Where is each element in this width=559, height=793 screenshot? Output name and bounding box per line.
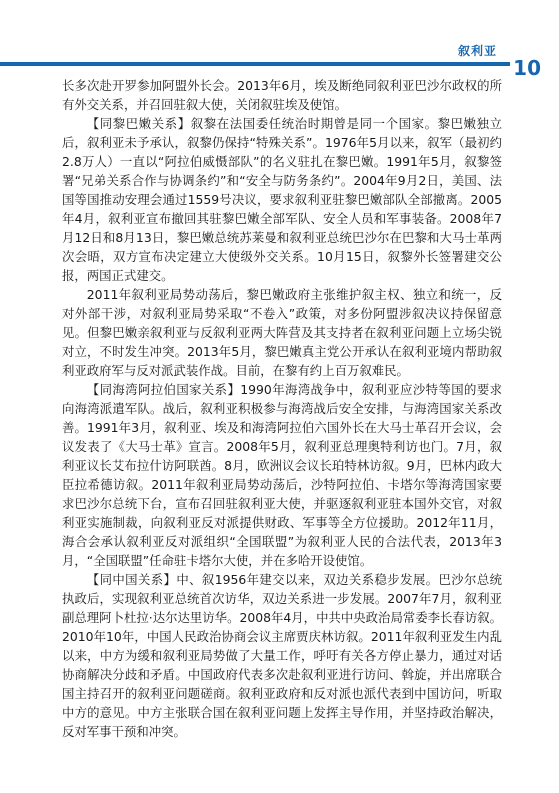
paragraph-lebanon-2011 bbox=[62, 285, 502, 380]
header-rule bbox=[0, 62, 510, 66]
paragraph-continuation bbox=[62, 76, 502, 114]
paragraph-gulf bbox=[62, 380, 502, 570]
paragraph-text: 中、叙1956年建交以来，双边关系稳步发展。巴沙尔总统执政后，实现叙利亚总统首次访华，双边关系进一步发展。2007年7月，叙利亚副总理阿卜杜拉·达尔达里访华。2008年4月，中共中央政治局常委李长春访叙。2010年10年，中国人民政治协商会议主席贾庆林访叙。2011年叙利亚发生内乱以来，中方为缓和叙利亚局势做了大量工作，呼吁有关各方停止暴力，通过对话协商解决分歧和矛盾。中国政府代表多次赴叙利亚进行访问、斡旋，并出席联合国主持召开的叙利亚问题磋商。叙利亚政府和反对派也派代表到中国访问，听取中方的意见。中方主张联合国在叙利亚问题上发挥主导作用，并坚持政治解决，反对军事干预和冲突。 bbox=[62, 572, 502, 739]
running-header-country: 叙利亚 bbox=[457, 44, 497, 58]
paragraph-text: 1990年海湾战争中，叙利亚应沙特等国的要求向海湾派遣军队。战后，叙利亚积极参与海湾战后安全安排，与海湾国家关系改善。1991年3月，叙利亚、埃及和海湾阿拉伯六国外长在大马士革召开会议，会议发表了《大马士革》宣言。2008年5月，叙利亚总理奥特利访也门。7月，叙利亚议长艾布拉什访阿联酋。8月，欧洲议会议长珀特林访叙。9月，巴林内政大臣拉希德访叙。2011年叙利亚局势动荡后，沙特阿拉伯、卡塔尔等海湾国家要求巴沙尔总统下台，宣布召回驻叙利亚大使，并驱逐叙利亚驻本国外交官，对叙利亚实施制裁，向叙利亚反对派提供财政、军事等全方位援助。2012年11月，海合会承认叙利亚反对派组织“全国联盟”为叙利亚人民的合法代表，2013年3月，“全国联盟”任命驻卡塔尔大使，并在多哈开设使馆。 bbox=[62, 382, 502, 568]
section-title-china: 【同中国关系】 bbox=[86, 572, 177, 587]
paragraph-text: 叙黎在法国委任统治时期曾是同一个国家。黎巴嫩独立后，叙利亚未予承认，叙黎仍保持“特殊关系”。1976年5月以来，叙军（最初约2.8万人）一直以“阿拉伯威慑部队”的名义驻扎在黎巴嫩。1991年5月，叙黎签署“兄弟关系合作与协调条约”和“安全与防务条约”。2004年9月2日，美国、法国等国推动安理会通过1559号决议，要求叙利亚驻黎巴嫩部队全部撤离。2005年4月，叙利亚宣布撤回其驻黎巴嫩全部军队、安全人员和军事装备。2008年7月12日和8月13日，黎巴嫩总统苏莱曼和叙利亚总统巴沙尔在巴黎和大马士革两次会晤，双方宣布决定建立大使级外交关系。10月15日，叙黎外长签署建交公报，两国正式建交。 bbox=[62, 116, 503, 283]
section-title-gulf: 【同海湾阿拉伯国家关系】 bbox=[86, 382, 241, 397]
section-title-lebanon: 【同黎巴嫩关系】 bbox=[86, 116, 191, 131]
body-text bbox=[62, 76, 502, 741]
page-number: 10 bbox=[513, 56, 541, 80]
paragraph-china bbox=[62, 570, 502, 741]
paragraph-text: 长多次赴开罗参加阿盟外长会。2013年6月，埃及断绝同叙利亚巴沙尔政权的所有外交关系，并召回驻叙大使，关闭叙驻埃及使馆。 bbox=[62, 78, 502, 112]
paragraph-lebanon bbox=[62, 114, 502, 285]
paragraph-text: 2011年叙利亚局势动荡后，黎巴嫩政府主张维护叙主权、独立和统一，反对外部干涉，对叙利亚局势采取“不卷入”政策，对多份阿盟涉叙决议持保留意见。但黎巴嫩亲叙利亚与反叙利亚两大阵营及其支持者在叙利亚问题上立场尖锐对立，不时发生冲突。2013年5月，黎巴嫩真主党公开承认在叙利亚境内帮助叙利亚政府军与反对派武装作战。目前，在黎有约上百万叙难民。 bbox=[62, 287, 502, 378]
